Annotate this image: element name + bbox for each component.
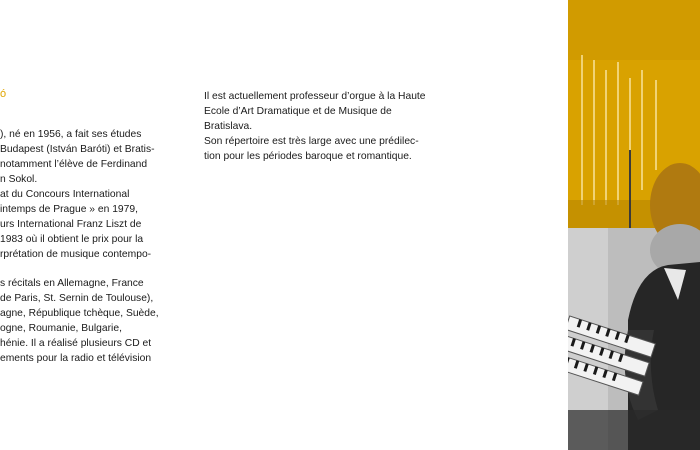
text-line: Il est actuellement professeur d’orgue à la Haute xyxy=(204,91,426,102)
text-line: tion pour les périodes baroque et romantique. xyxy=(204,151,412,162)
text-line: Son répertoire est très large avec une prédilec- xyxy=(204,136,419,147)
biography-column-right xyxy=(204,89,504,164)
organist-photo-illustration xyxy=(568,0,700,450)
text-line: urs International Franz Liszt de xyxy=(0,219,142,230)
organist-photo xyxy=(568,0,700,450)
text-line: Ecole d’Art Dramatique et de Musique de xyxy=(204,106,392,117)
text-line: intemps de Prague » en 1979, xyxy=(0,204,138,215)
text-line: Budapest (István Baróti) et Bratis- xyxy=(0,144,155,155)
paragraph-gap xyxy=(0,262,185,276)
text-line: s récitals en Allemagne, France xyxy=(0,278,144,289)
text-line: hénie. Il a réalisé plusieurs CD et xyxy=(0,338,152,349)
section-heading: ó xyxy=(0,88,7,100)
text-line: ements pour la radio et télévision xyxy=(0,353,152,364)
text-line: 1983 où il obtient le prix pour la xyxy=(0,234,144,245)
text-line: de Paris, St. Sernin de Toulouse), xyxy=(0,293,154,304)
biography-column-left xyxy=(0,127,185,366)
text-line: ), né en 1956, a fait ses études xyxy=(0,129,142,140)
text-line: agne, République tchèque, Suède, xyxy=(0,308,159,319)
text-line: Bratislava. xyxy=(204,121,253,132)
text-line: ogne, Roumanie, Bulgarie, xyxy=(0,323,122,334)
text-line: n Sokol. xyxy=(0,174,38,185)
text-line: rprétation de musique contempo- xyxy=(0,249,152,260)
text-line: notamment l’élève de Ferdinand xyxy=(0,159,148,170)
text-line: at du Concours International xyxy=(0,189,130,200)
